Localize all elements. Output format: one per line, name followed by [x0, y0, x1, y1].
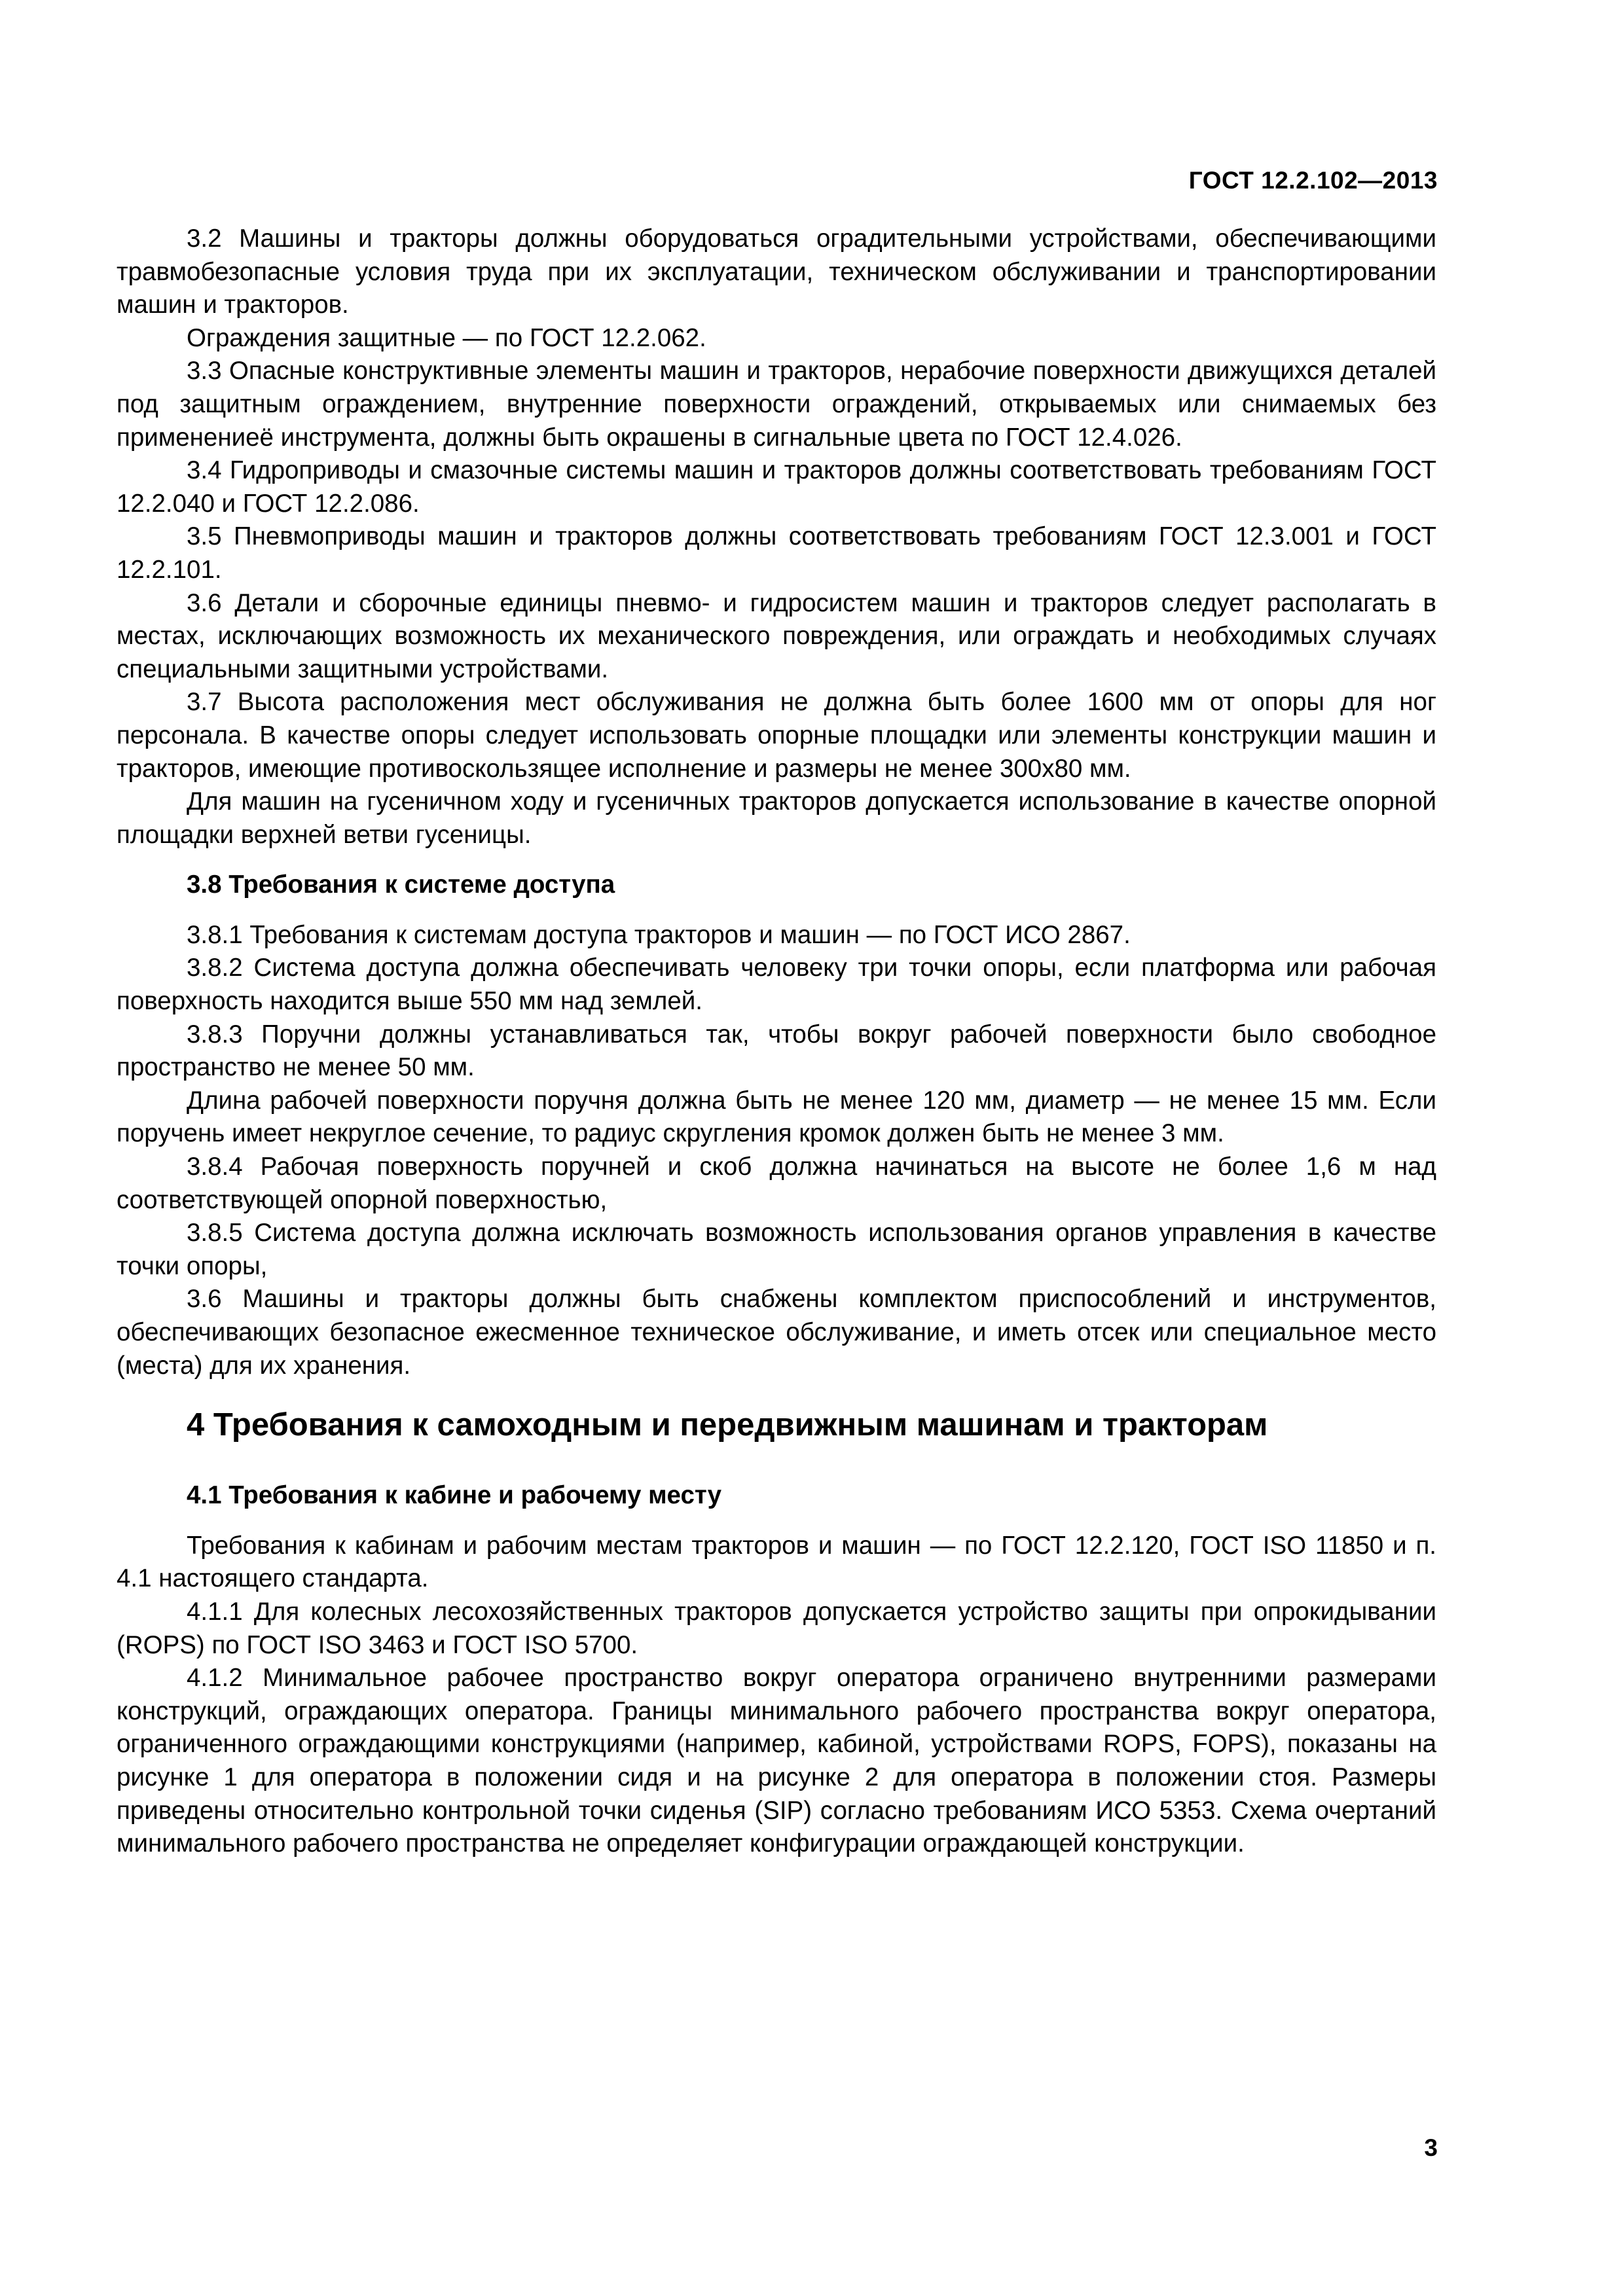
- paragraph-3-8-1: 3.8.1 Требования к системам доступа тракторов и машин — по ГОСТ ИСО 2867.: [187, 920, 1131, 949]
- spacer: [117, 1445, 1436, 1479]
- paragraph-4-1-1: 4.1.1 Для колесных лесохозяйственных тракторов допускается устройство защиты при опрокидывании (ROPS) по ГОСТ ISO 3463 и ГОСТ ISO 5700.: [117, 1597, 1436, 1659]
- paragraph-3-4: 3.4 Гидроприводы и смазочные системы машин и тракторов должны соответствовать требованиям ГОСТ 12.2.040 и ГОСТ 12.2.086.: [117, 456, 1436, 518]
- paragraph-3-5: 3.5 Пневмоприводы машин и тракторов должны соответствовать требованиям ГОСТ 12.3.001 и ГОСТ 12.2.101.: [117, 522, 1436, 584]
- paragraph-guards: Ограждения защитные — по ГОСТ 12.2.062.: [187, 323, 706, 352]
- document-header-id: ГОСТ 12.2.102—2013: [1188, 167, 1438, 194]
- paragraph-tracked-machines: Для машин на гусеничном ходу и гусеничных тракторов допускается использование в качестве опорной площадки верхней ветви гусеницы.: [117, 787, 1436, 849]
- paragraph-3-3: 3.3 Опасные конструктивные элементы машин и тракторов, нерабочие поверхности движущихся деталей под защитным ограждением, внутренние поверхности ограждений, открываемых или снимаемых без применениеё инструмента, должны быть окрашены в сигнальные цвета по ГОСТ 12.4.026.: [117, 357, 1436, 452]
- page-number: 3: [1424, 2134, 1438, 2161]
- paragraph-3-8-2: 3.8.2 Система доступа должна обеспечивать человеку три точки опоры, если платформа или рабочая поверхность находится выше 550 мм над землей.: [117, 954, 1436, 1016]
- paragraph-3-6: 3.6 Детали и сборочные единицы пневмо- и гидросистем машин и тракторов следует располагать в местах, исключающих возможность их механического повреждения, или ограждать и необходимых случаях специальными защитными устройствами.: [117, 588, 1436, 683]
- spacer: [117, 1382, 1436, 1405]
- paragraph-3-6-tools: 3.6 Машины и тракторы должны быть снабжены комплектом приспособлений и инструментов, обеспечивающих безопасное ежесменное техническое обслуживание, и иметь отсек или специальное место (места) для их хранения.: [117, 1285, 1436, 1380]
- spacer: [117, 902, 1436, 919]
- section-heading-4-1: 4.1 Требования к кабине и рабочему месту: [187, 1481, 722, 1510]
- section-heading-3-8: 3.8 Требования к системе доступа: [187, 870, 615, 899]
- paragraph-4-1-intro: Требования к кабинам и рабочим местам тракторов и машин — по ГОСТ 12.2.120, ГОСТ ISO 11850 и п. 4.1 настоящего стандарта.: [117, 1531, 1436, 1593]
- spacer: [117, 852, 1436, 869]
- paragraph-3-2: 3.2 Машины и тракторы должны оборудоваться оградительными устройствами, обеспечивающими травмобезопасные условия труда при их эксплуатации, техническом обслуживании и транспортировании машин и тракторов.: [117, 224, 1436, 319]
- paragraph-3-8-5: 3.8.5 Система доступа должна исключать возможность использования органов управления в качестве точки опоры,: [117, 1219, 1436, 1280]
- paragraph-3-7: 3.7 Высота расположения мест обслуживания не должна быть более 1600 мм от опоры для ног персонала. В качестве опоры следует использовать опорные площадки или элементы конструкции машин и тракторов, имеющие противоскользящее исполнение и размеры не менее 300х80 мм.: [117, 688, 1436, 783]
- paragraph-3-8-3: 3.8.3 Поручни должны устанавливаться так, чтобы вокруг рабочей поверхности было свободное пространство не менее 50 мм.: [117, 1020, 1436, 1082]
- section-heading-4: 4 Требования к самоходным и передвижным машинам и тракторам: [187, 1407, 1268, 1443]
- paragraph-handrail-length: Длина рабочей поверхности поручня должна быть не менее 120 мм, диаметр — не менее 15 мм. Если поручень имеет некруглое сечение, то радиус скругления кромок должен быть не менее 3 мм.: [117, 1086, 1436, 1148]
- paragraph-4-1-2: 4.1.2 Минимальное рабочее пространство вокруг оператора ограничено внутренними размерами конструкций, ограждающих оператора. Границы минимального рабочего пространства вокруг оператора, ограниченного ограждающими конструкциями (например, кабиной, устройствами ROPS, FOPS), показаны на рисунке 1 для оператора в положении сидя и на рисунке 2 для оператора в положении стоя. Размеры приведены относительно контрольной точки сиденья (SIP) согласно требованиям ИСО 5353. Схема очертаний минимального рабочего пространства не определяет конфигурации ограждающей конструкции.: [117, 1664, 1436, 1858]
- spacer: [117, 1513, 1436, 1530]
- paragraph-3-8-4: 3.8.4 Рабочая поверхность поручней и скоб должна начинаться на высоте не более 1,6 м над соответствующей опорной поверхностью,: [117, 1153, 1436, 1214]
- document-body: [117, 223, 1436, 1861]
